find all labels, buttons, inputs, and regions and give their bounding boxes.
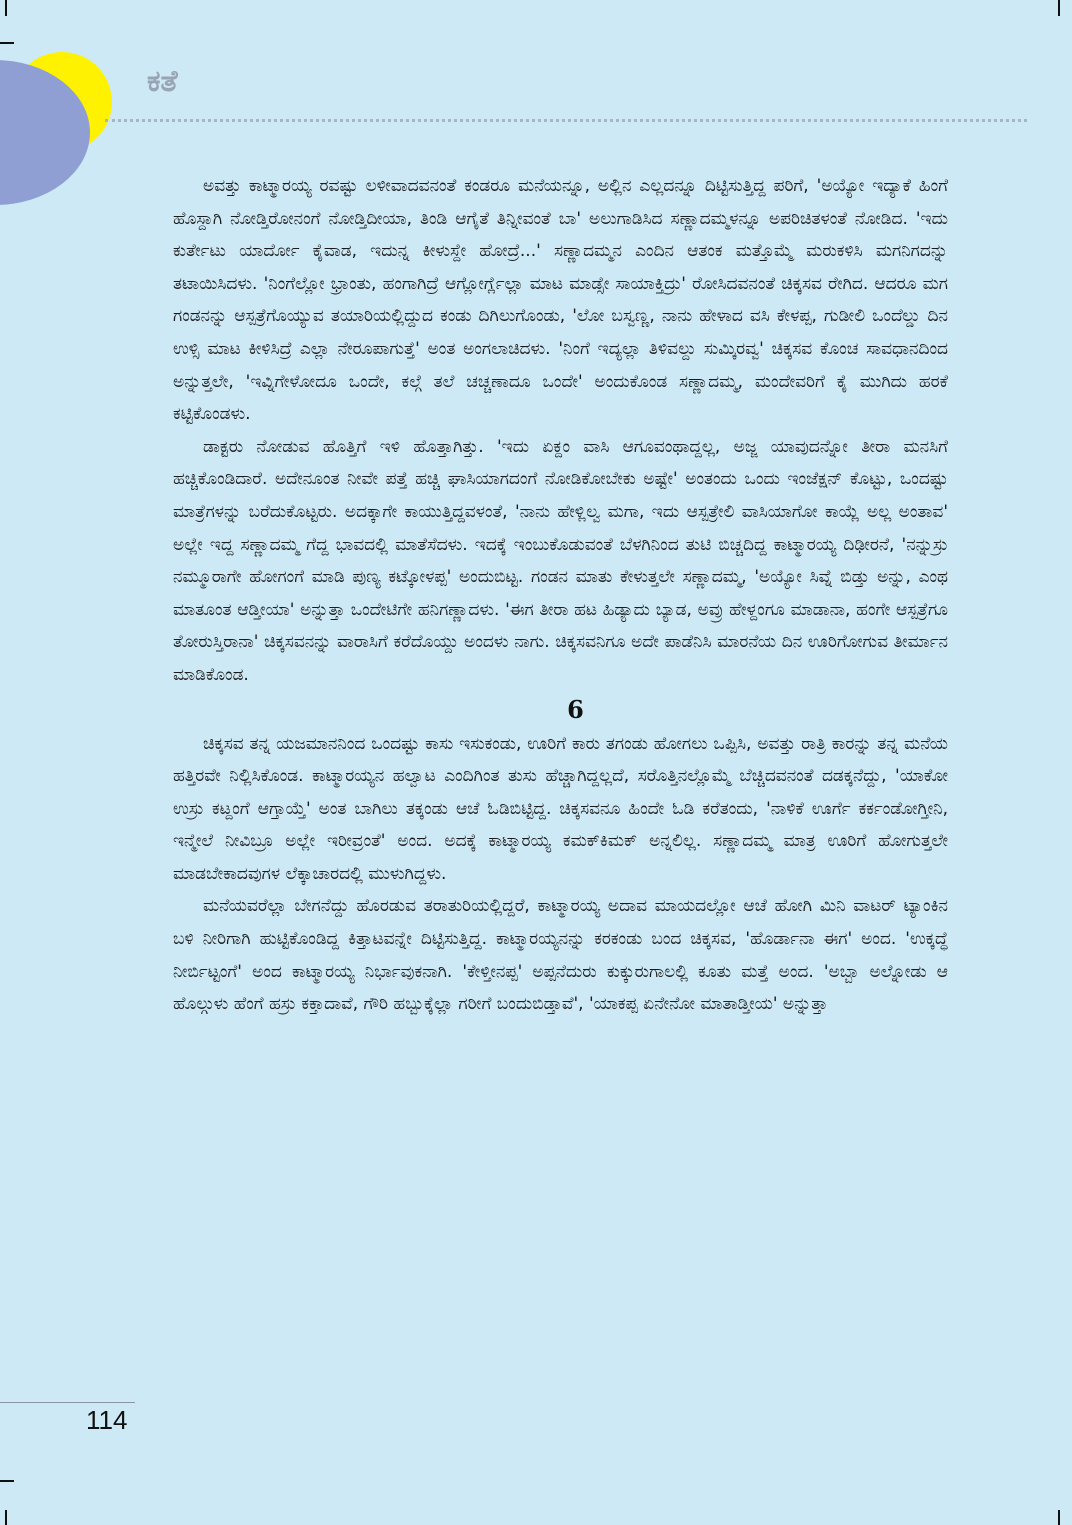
crop-mark bbox=[1058, 0, 1060, 16]
crop-mark bbox=[0, 42, 14, 44]
paragraph: ಮನೆಯವರೆಲ್ಲಾ ಬೇಗನೆದ್ದು ಹೊರಡುವ ತರಾತುರಿಯಲ್ಲಿದ್ದರೆ, ಕಾಟ್ಮಾರಯ್ಯ ಅದಾವ ಮಾಯದಲ್ಲೋ ಆಚೆ ಹೋಗಿ ಮಿನಿ ವಾಟರ್ ಟ್ಯಾಂಕಿನ ಬಳಿ ನೀರಿಗಾಗಿ ಹುಟ್ಟಿಕೊಂಡಿದ್ದ ಕಿತ್ತಾಟವನ್ನೇ ದಿಟ್ಟಿಸುತ್ತಿದ್ದ. ಕಾಟ್ಮಾರಯ್ಯನನ್ನು ಕರಕಂಡು ಬಂದ ಚಿಕ್ಕಸವ, 'ಹೊರ್ಡಾನಾ ಈಗ' ಅಂದ. 'ಉಕ್ಕದ್ಧೆ ನೀರ್ಬಿಟ್ಟಂಗೆ' ಅಂದ ಕಾಟ್ಮಾರಯ್ಯ ನಿರ್ಭಾವುಕನಾಗಿ. 'ಕೇಳ್ತೀನಪ್ಪ' ಅಪ್ಪನೆದುರು ಕುಕ್ಕುರುಗಾಲಲ್ಲಿ ಕೂತು ಮತ್ತೆ ಅಂದ. 'ಅಬ್ಬಾ ಅಲ್ನೋಡು ಆ ಹೊಲ್ಗುಳು ಹೆಂಗೆ ಹಸ್ರು ಕಕ್ತಾದಾವೆ, ಗೌರಿ ಹಬ್ಬುಕ್ಕೆಲ್ಲಾ ಗರೀಗೆ ಬಂದುಬಿಡ್ತಾವೆ', 'ಯಾಕಪ್ಪ ಏನೇನೋ ಮಾತಾಡ್ತೀಯ' ಅನ್ನುತ್ತಾ bbox=[173, 896, 948, 1015]
story-text bbox=[173, 170, 948, 1021]
crop-mark bbox=[0, 1480, 14, 1482]
paragraph: ಚಿಕ್ಕಸವ ತನ್ನ ಯಜಮಾನನಿಂದ ಒಂದಷ್ಟು ಕಾಸು ಇಸುಕಂಡು, ಊರಿಗೆ ಕಾರು ತಗಂಡು ಹೋಗಲು ಒಪ್ಪಿಸಿ, ಅವತ್ತು ರಾತ್ರಿ ಕಾರನ್ನು ತನ್ನ ಮನೆಯ ಹತ್ತಿರವೇ ನಿಲ್ಲಿಸಿಕೊಂಡ. ಕಾಟ್ಮಾರಯ್ಯನ ಹಲ್ವಾಟ ಎಂದಿಗಿಂತ ತುಸು ಹೆಚ್ಚಾಗಿದ್ದಲ್ಲದೆ, ಸರೊತ್ತಿನಲ್ಲೊಮ್ಮೆ ಬೆಚ್ಚಿದವನಂತೆ ದಡಕ್ಕನೆದ್ದು, 'ಯಾಕೋ ಉಸ್ರು ಕಟ್ದಂಗೆ ಆಗ್ತಾಯ್ತೆ' ಅಂತ ಬಾಗಿಲು ತಕ್ಕಂಡು ಆಚೆ ಓಡಿಬಿಟ್ಟಿದ್ದ. ಚಿಕ್ಕಸವನೂ ಹಿಂದೇ ಓಡಿ ಕರೆತಂದು, 'ನಾಳಿಕೆ ಊರ್ಗೆ ಕರ್ಕಂಡೋಗ್ತೀನಿ, ಇನ್ಮೇಲೆ ನೀವಿಬ್ರೂ ಅಲ್ಲೇ ಇರೀವ್ರಂತೆ' ಅಂದ. ಅದಕ್ಕೆ ಕಾಟ್ಮಾರಯ್ಯ ಕಮಕ್‌ಕಿಮಕ್ ಅನ್ನಲಿಲ್ಲ. ಸಣ್ಣಾದಮ್ಮ ಮಾತ್ರ ಊರಿಗೆ ಹೋಗುತ್ತಲೇ ಮಾಡಬೇಕಾದವುಗಳ ಲೆಕ್ಕಾಚಾರದಲ್ಲಿ ಮುಳುಗಿದ್ದಳು. bbox=[173, 733, 948, 884]
chapter-number: 6 bbox=[567, 694, 584, 724]
section-title: ಕತೆ bbox=[147, 64, 178, 99]
crop-mark bbox=[5, 0, 7, 16]
paragraph: ಅವತ್ತು ಕಾಟ್ಮಾರಯ್ಯ ರವಷ್ಟು ಲಳೀವಾದವನಂತೆ ಕಂಡರೂ ಮನೆಯನ್ನೂ, ಅಲ್ಲಿನ ಎಲ್ಲದನ್ನೂ ದಿಟ್ಟಿಸುತ್ತಿದ್ದ ಪರಿಗೆ, 'ಅಯ್ಯೋ ಇದ್ಯಾಕೆ ಹಿಂಗೆ ಹೊಸ್ದಾಗಿ ನೋಡ್ತಿರೋನಂಗೆ ನೋಡ್ತಿದೀಯಾ, ತಿಂಡಿ ಆಗೈತೆ ತಿನ್ನೀವಂತೆ ಬಾ' ಅಲುಗಾಡಿಸಿದ ಸಣ್ಣಾದಮ್ಮಳನ್ನೂ ಅಪರಿಚಿತಳಂತೆ ನೋಡಿದ. 'ಇದು ಕುರ್ತೇಟು ಯಾರ್ದೋ ಕೈವಾಡ, ಇದುನ್ನ ಕೀಳುಸ್ದೇ ಹೋದ್ರೆ...' ಸಣ್ಣಾದಮ್ಮನ ಎಂದಿನ ಆತಂಕ ಮತ್ತೊಮ್ಮೆ ಮರುಕಳಿಸಿ ಮಗನಿಗದನ್ನು ತಟಾಯಿಸಿದಳು. 'ನಿಂಗೆಲ್ಲೋ ಭ್ರಾಂತು, ಹಂಗಾಗಿದ್ರೆ ಆಗ್ಲೋರ್ಗ್ಲೆಲ್ಲಾ ಮಾಟ ಮಾಡ್ಸೇ ಸಾಯಾಕ್ತಿದ್ರು' ರೋಸಿದವನಂತೆ ಚಿಕ್ಕಸವ ರೇಗಿದ. ಆದರೂ ಮಗ ಗಂಡನನ್ನು ಆಸ್ಪತ್ರೆಗೊಯ್ಯುವ ತಯಾರಿಯಲ್ಲಿದ್ದುದ ಕಂಡು ದಿಗಿಲುಗೊಂಡು, 'ಲೋ ಬಸ್ವಣ್ಣ, ನಾನು ಹೇಳಾದ ವಸಿ ಕೇಳಪ್ಪ, ಗುಡೀಲಿ ಒಂದೆಲ್ಡು ದಿನ ಉಳ್ಸಿ ಮಾಟ ಕೀಳಿಸಿದ್ರೆ ಎಲ್ಲಾ ನೇರೂಪಾಗುತ್ತೆ' ಅಂತ ಅಂಗಲಾಚಿದಳು. 'ನಿಂಗೆ ಇದ್ಯಲ್ಲಾ ತಿಳಿವಲ್ದು ಸುಮ್ಕಿರವ್ವ' ಚಿಕ್ಕಸವ ಕೊಂಚ ಸಾವಧಾನದಿಂದ ಅನ್ನುತ್ತಲೇ, 'ಇವ್ನಿಗೇಳೋದೂ ಒಂದೇ, ಕಲ್ಗೆ ತಲೆ ಚಚ್ಚಣಾದೂ ಒಂದೇ' ಅಂದುಕೊಂಡ ಸಣ್ಣಾದಮ್ಮ, ಮಂದೇವರಿಗೆ ಕೈ ಮುಗಿದು ಹರಕೆ ಕಟ್ಟಿಕೊಂಡಳು. bbox=[173, 176, 948, 425]
footer-rule bbox=[0, 1402, 135, 1403]
crop-mark bbox=[5, 1510, 7, 1525]
header-dotted-rule bbox=[105, 119, 1027, 122]
crop-mark bbox=[1058, 1510, 1060, 1525]
page-number: 114 bbox=[86, 1405, 128, 1435]
paragraph: ಡಾಕ್ಟರು ನೋಡುವ ಹೊತ್ತಿಗೆ ಇಳಿ ಹೊತ್ತಾಗಿತ್ತು. 'ಇದು ಏಕ್ದಂ ವಾಸಿ ಆಗೂವಂಥಾದ್ದಲ್ಲ, ಅಜ್ಜ ಯಾವುದನ್ನೋ ತೀರಾ ಮನಸಿಗೆ ಹಚ್ಚಿಕೊಂಡಿದಾರೆ. ಅದೇನೂಂತ ನೀವೇ ಪತ್ತೆ ಹಚ್ಚಿ ಘಾಸಿಯಾಗದಂಗೆ ನೋಡಿಕೋಬೇಕು ಅಷ್ಟೇ' ಅಂತಂದು ಒಂದು ಇಂಜೆಕ್ಷನ್ ಕೊಟ್ಟು, ಒಂದಷ್ಟು ಮಾತ್ರೆಗಳನ್ನು ಬರೆದುಕೊಟ್ಟರು. ಅದಕ್ಕಾಗೇ ಕಾಯುತ್ತಿದ್ದವಳಂತೆ, 'ನಾನು ಹೇಳ್ಲಿಲ್ವ ಮಗಾ, ಇದು ಆಸ್ಪತ್ರೇಲಿ ವಾಸಿಯಾಗೋ ಕಾಯ್ಲೆ ಅಲ್ಲ ಅಂತಾವ' ಅಲ್ಲೇ ಇದ್ದ ಸಣ್ಣಾದಮ್ಮ ಗೆದ್ದ ಭಾವದಲ್ಲಿ ಮಾತೆಸೆದಳು. ಇದಕ್ಕೆ ಇಂಬುಕೊಡುವಂತೆ ಬೆಳಗಿನಿಂದ ತುಟಿ ಬಿಚ್ಚದಿದ್ದ ಕಾಟ್ಮಾರಯ್ಯ ದಿಢೀರನೆ, 'ನನ್ನುಸ್ರು ನಮ್ಮೂರಾಗೇ ಹೋಗಂಗೆ ಮಾಡಿ ಪುಣ್ಯ ಕಟ್ಕೋಳಪ್ಪ' ಅಂದುಬಿಟ್ಟ. ಗಂಡನ ಮಾತು ಕೇಳುತ್ತಲೇ ಸಣ್ಣಾದಮ್ಮ, 'ಅಯ್ಯೋ ಸಿವ್ನೆ ಬಿಡ್ತು ಅನ್ನು, ಎಂಥ ಮಾತೂಂತ ಆಡ್ತೀಯಾ' ಅನ್ನುತ್ತಾ ಒಂದೇಟಿಗೇ ಹನಿಗಣ್ಣಾದಳು. 'ಈಗ ತೀರಾ ಹಟ ಹಿಡ್ಯಾದು ಬ್ಯಾಡ, ಅವ್ರು ಹೇಳ್ದಂಗೂ ಮಾಡಾನಾ, ಹಂಗೇ ಆಸ್ಪತ್ರೆಗೂ ತೋರುಸ್ತಿರಾನಾ' ಚಿಕ್ಕಸವನನ್ನು ವಾರಾಸಿಗೆ ಕರೆದೊಯ್ದು ಅಂದಳು ನಾಗು. ಚಿಕ್ಕಸವನಿಗೂ ಅದೇ ಪಾಡೆನಿಸಿ ಮಾರನೆಯ ದಿನ ಊರಿಗೋಗುವ ತೀರ್ಮಾನ ಮಾಡಿಕೊಂಡ. bbox=[173, 436, 948, 685]
